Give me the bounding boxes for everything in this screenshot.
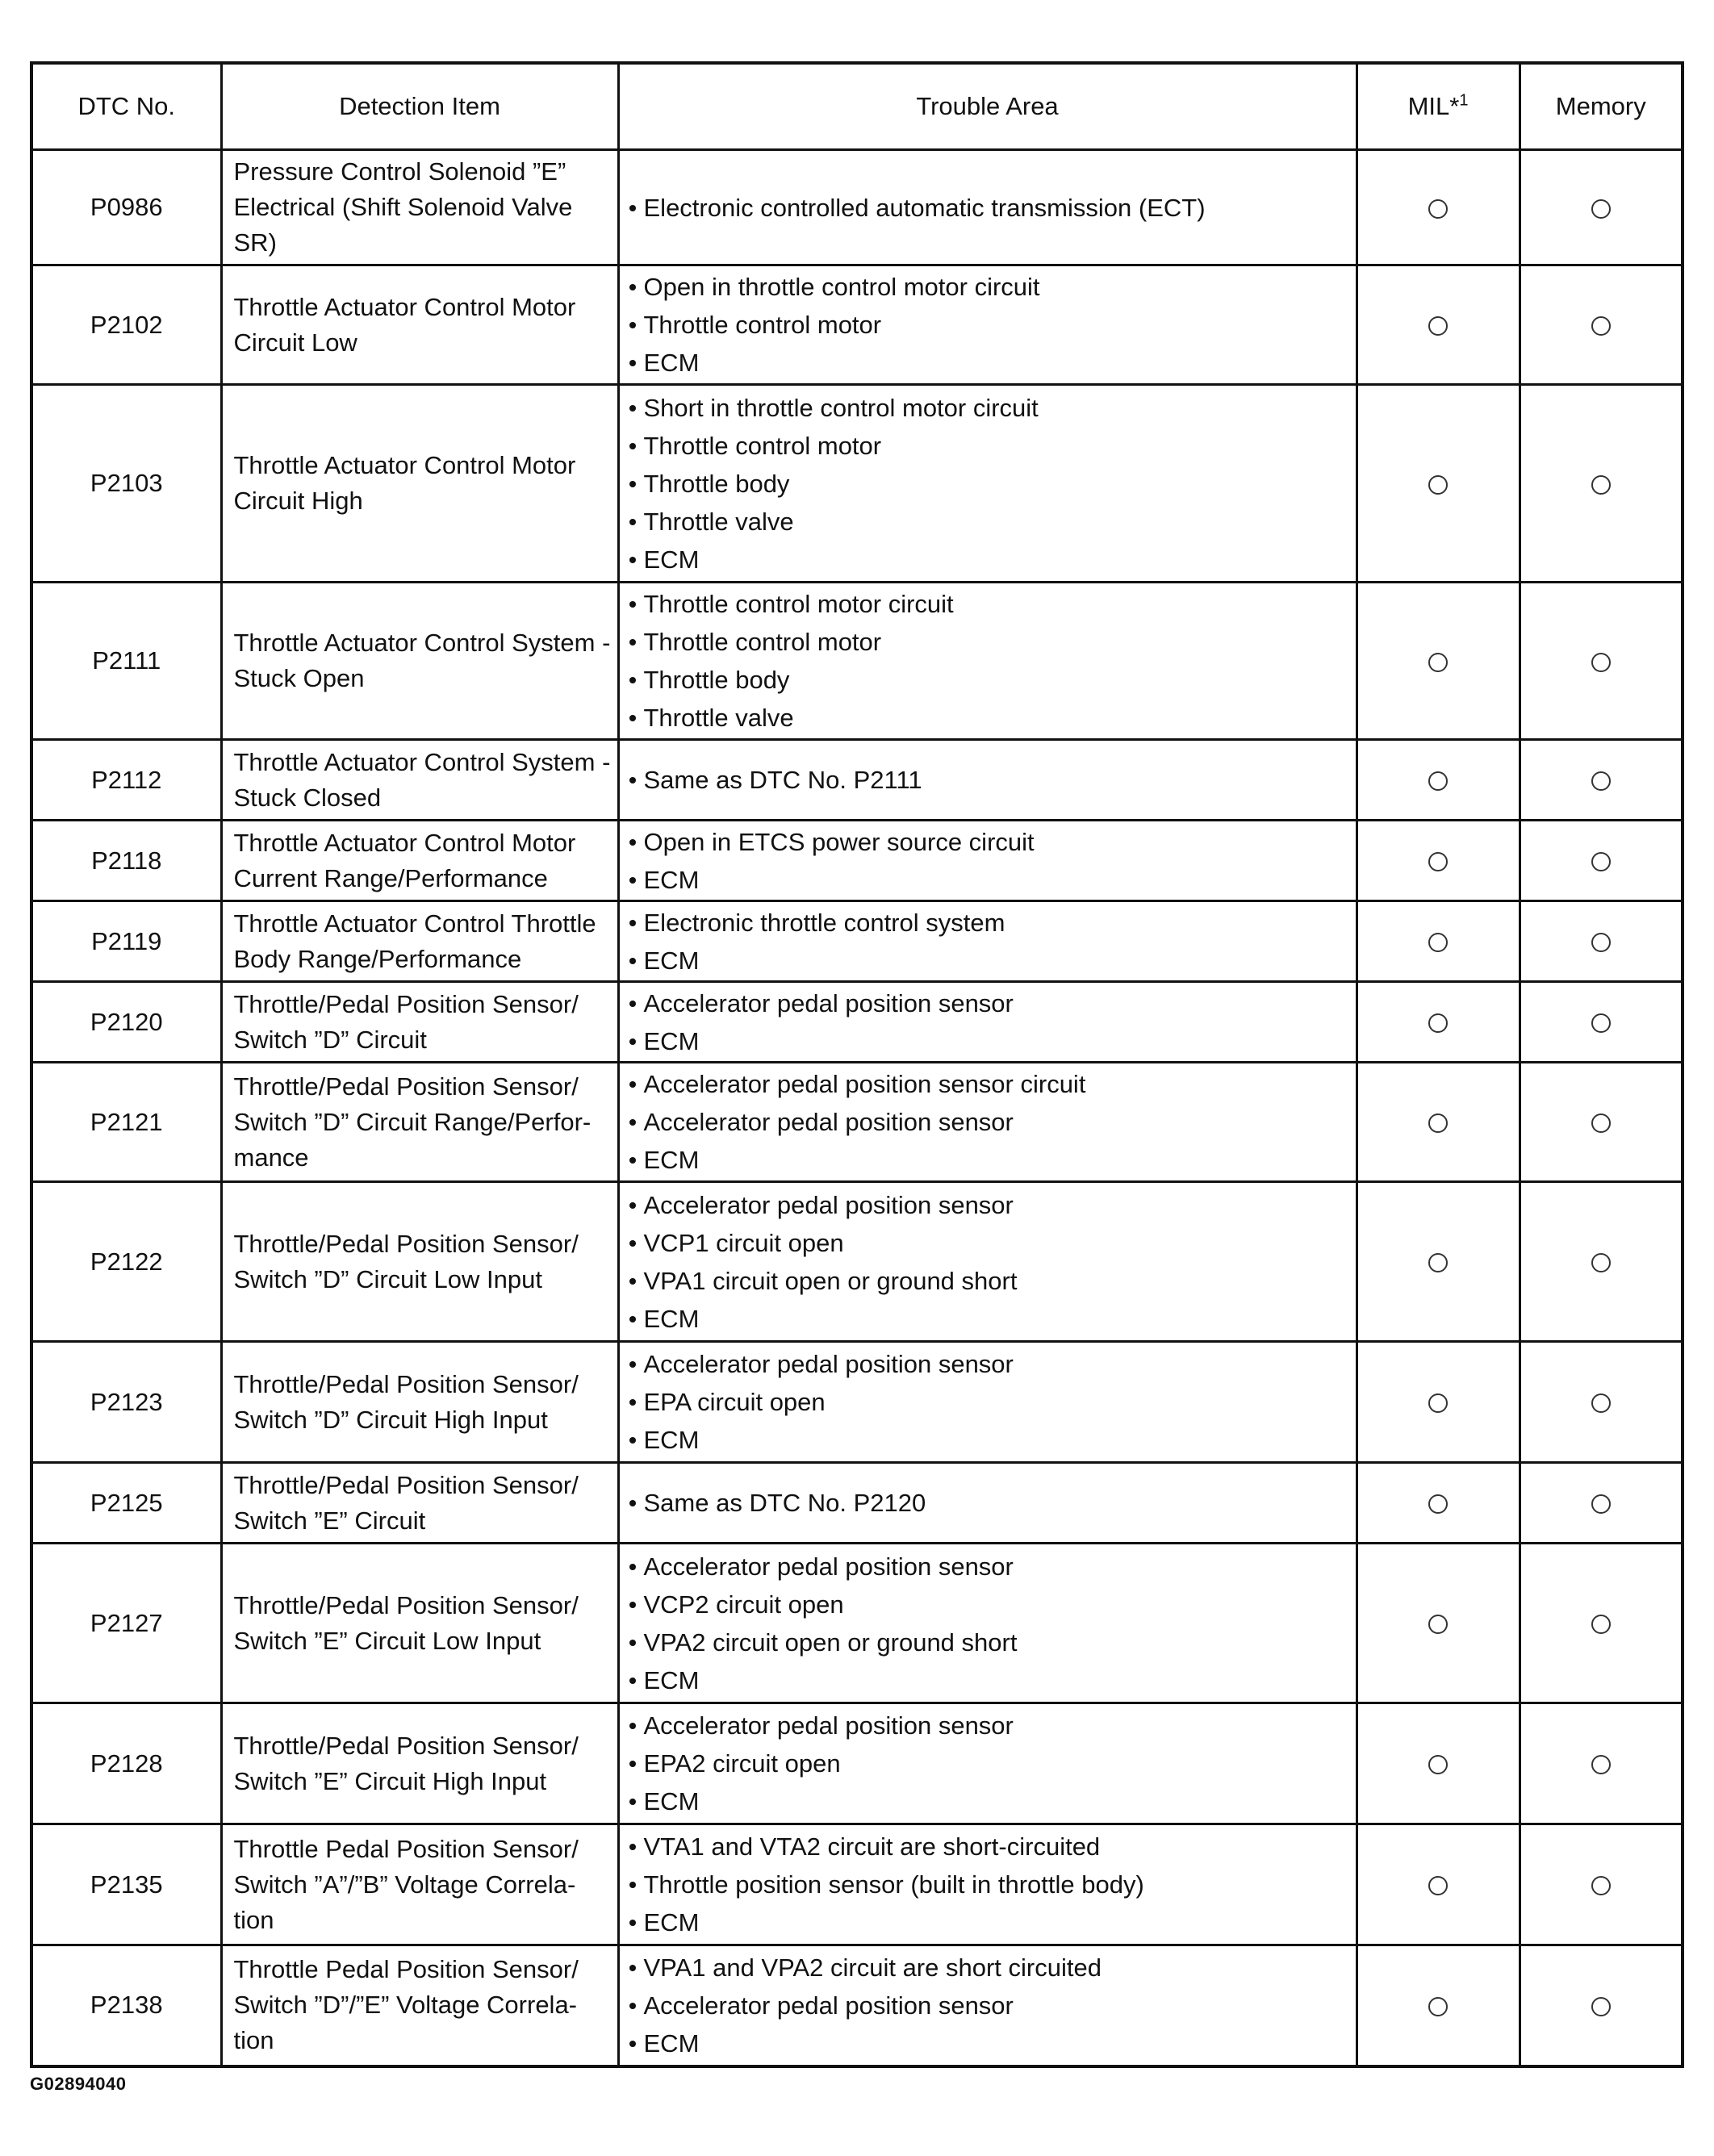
- memory-circle-icon: [1591, 1114, 1611, 1133]
- trouble-area-list: [628, 1949, 1349, 2062]
- trouble-area-item: Accelerator pedal position sensor: [628, 1987, 1349, 2024]
- trouble-area-item: VCP1 circuit open: [628, 1224, 1349, 1262]
- trouble-area-item: EPA circuit open: [628, 1383, 1349, 1421]
- trouble-area-cell: [618, 982, 1357, 1063]
- trouble-area-cell: [618, 1342, 1357, 1463]
- trouble-area-cell: [618, 1703, 1357, 1824]
- dtc-code-cell: P2102: [31, 265, 221, 385]
- memory-circle-icon: [1591, 1997, 1611, 2016]
- mil-circle-icon: [1428, 199, 1448, 219]
- mil-cell: [1357, 901, 1520, 982]
- trouble-area-list: [628, 268, 1349, 382]
- mil-cell: [1357, 1945, 1520, 2066]
- header-mil-superscript: 1: [1459, 91, 1469, 110]
- trouble-area-item: VPA1 circuit open or ground short: [628, 1262, 1349, 1300]
- memory-cell: [1520, 583, 1683, 740]
- trouble-area-cell: [618, 1945, 1357, 2066]
- trouble-area-list: [628, 904, 1349, 980]
- mil-cell: [1357, 385, 1520, 583]
- trouble-area-list: [628, 389, 1349, 579]
- table-row: [31, 982, 1683, 1063]
- trouble-area-item: VCP2 circuit open: [628, 1586, 1349, 1623]
- detection-item-cell: Throttle/Pedal Position Sensor/ Switch ”E” Circuit: [221, 1463, 618, 1544]
- mil-circle-icon: [1428, 1755, 1448, 1774]
- trouble-area-item: Open in throttle control motor circuit: [628, 268, 1349, 306]
- mil-circle-icon: [1428, 653, 1448, 672]
- dtc-code-cell: P2125: [31, 1463, 221, 1544]
- trouble-area-item: Accelerator pedal position sensor circuit: [628, 1065, 1349, 1103]
- trouble-area-list: [628, 1345, 1349, 1459]
- trouble-area-item: Electronic controlled automatic transmission (ECT): [628, 189, 1349, 227]
- dtc-code-cell: P2103: [31, 385, 221, 583]
- trouble-area-item: Same as DTC No. P2111: [628, 761, 1349, 799]
- trouble-area-item: ECM: [628, 541, 1349, 579]
- mil-circle-icon: [1428, 1997, 1448, 2016]
- memory-circle-icon: [1591, 316, 1611, 336]
- trouble-area-cell: [618, 1824, 1357, 1945]
- memory-cell: [1520, 1463, 1683, 1544]
- trouble-area-item: ECM: [628, 1903, 1349, 1941]
- trouble-area-cell: [618, 265, 1357, 385]
- trouble-area-item: Throttle position sensor (built in throttle body): [628, 1866, 1349, 1903]
- mil-cell: [1357, 265, 1520, 385]
- detection-item-cell: Throttle/Pedal Position Sensor/ Switch ”D” Circuit: [221, 982, 618, 1063]
- memory-circle-icon: [1591, 653, 1611, 672]
- trouble-area-list: [628, 984, 1349, 1060]
- trouble-area-item: VTA1 and VTA2 circuit are short-circuited: [628, 1828, 1349, 1866]
- dtc-code-cell: P2123: [31, 1342, 221, 1463]
- memory-cell: [1520, 1182, 1683, 1342]
- memory-cell: [1520, 1703, 1683, 1824]
- trouble-area-cell: [618, 821, 1357, 901]
- table-row: [31, 1945, 1683, 2066]
- memory-cell: [1520, 265, 1683, 385]
- memory-circle-icon: [1591, 199, 1611, 219]
- trouble-area-list: [628, 585, 1349, 737]
- trouble-area-item: VPA2 circuit open or ground short: [628, 1623, 1349, 1661]
- memory-circle-icon: [1591, 1253, 1611, 1272]
- mil-cell: [1357, 1703, 1520, 1824]
- trouble-area-item: Same as DTC No. P2120: [628, 1484, 1349, 1522]
- trouble-area-item: ECM: [628, 1421, 1349, 1459]
- mil-cell: [1357, 150, 1520, 265]
- mil-circle-icon: [1428, 1253, 1448, 1272]
- trouble-area-item: Electronic throttle control system: [628, 904, 1349, 942]
- dtc-table: [30, 61, 1684, 2068]
- mil-circle-icon: [1428, 1393, 1448, 1413]
- mil-circle-icon: [1428, 771, 1448, 791]
- table-row: [31, 821, 1683, 901]
- mil-cell: [1357, 583, 1520, 740]
- trouble-area-item: Accelerator pedal position sensor: [628, 984, 1349, 1022]
- table-row: [31, 901, 1683, 982]
- figure-id: G02894040: [30, 2074, 127, 2094]
- table-row: [31, 740, 1683, 821]
- trouble-area-item: ECM: [628, 1782, 1349, 1820]
- trouble-area-list: [628, 1548, 1349, 1699]
- memory-circle-icon: [1591, 852, 1611, 871]
- table-row: [31, 385, 1683, 583]
- trouble-area-item: ECM: [628, 1141, 1349, 1179]
- trouble-area-item: Accelerator pedal position sensor: [628, 1103, 1349, 1141]
- memory-circle-icon: [1591, 1876, 1611, 1895]
- trouble-area-item: Accelerator pedal position sensor: [628, 1186, 1349, 1224]
- dtc-code-cell: P2112: [31, 740, 221, 821]
- mil-circle-icon: [1428, 316, 1448, 336]
- mil-cell: [1357, 1182, 1520, 1342]
- memory-circle-icon: [1591, 1494, 1611, 1514]
- table-row: [31, 150, 1683, 265]
- table-row: [31, 1544, 1683, 1703]
- mil-circle-icon: [1428, 1494, 1448, 1514]
- trouble-area-item: Accelerator pedal position sensor: [628, 1548, 1349, 1586]
- mil-circle-icon: [1428, 1876, 1448, 1895]
- memory-circle-icon: [1591, 475, 1611, 495]
- trouble-area-item: ECM: [628, 1022, 1349, 1060]
- memory-circle-icon: [1591, 1755, 1611, 1774]
- trouble-area-cell: [618, 901, 1357, 982]
- trouble-area-item: Throttle body: [628, 661, 1349, 699]
- header-detection-item: Detection Item: [221, 63, 618, 150]
- mil-circle-icon: [1428, 1114, 1448, 1133]
- table-row: [31, 1063, 1683, 1182]
- mil-cell: [1357, 1342, 1520, 1463]
- trouble-area-cell: [618, 385, 1357, 583]
- mil-cell: [1357, 1463, 1520, 1544]
- memory-cell: [1520, 901, 1683, 982]
- trouble-area-item: ECM: [628, 1300, 1349, 1338]
- header-mil-label: MIL*: [1407, 92, 1460, 120]
- trouble-area-item: Throttle control motor: [628, 306, 1349, 344]
- trouble-area-item: Accelerator pedal position sensor: [628, 1345, 1349, 1383]
- table-row: [31, 1703, 1683, 1824]
- dtc-code-cell: P2138: [31, 1945, 221, 2066]
- memory-circle-icon: [1591, 1013, 1611, 1033]
- trouble-area-cell: [618, 1463, 1357, 1544]
- memory-cell: [1520, 1063, 1683, 1182]
- memory-circle-icon: [1591, 933, 1611, 952]
- memory-cell: [1520, 821, 1683, 901]
- detection-item-cell: Throttle/Pedal Position Sensor/ Switch ”D” Circuit High Input: [221, 1342, 618, 1463]
- header-trouble-area: Trouble Area: [618, 63, 1357, 150]
- detection-item-cell: Throttle Actuator Control System - Stuck Closed: [221, 740, 618, 821]
- detection-item-cell: Throttle/Pedal Position Sensor/ Switch ”E” Circuit High Input: [221, 1703, 618, 1824]
- trouble-area-item: Throttle body: [628, 465, 1349, 503]
- detection-item-cell: Throttle/Pedal Position Sensor/ Switch ”D” Circuit Low Input: [221, 1182, 618, 1342]
- detection-item-cell: Throttle Actuator Control Motor Circuit High: [221, 385, 618, 583]
- table-row: [31, 1342, 1683, 1463]
- dtc-code-cell: P2111: [31, 583, 221, 740]
- mil-cell: [1357, 1544, 1520, 1703]
- header-memory: Memory: [1520, 63, 1683, 150]
- table-row: [31, 583, 1683, 740]
- table-row: [31, 265, 1683, 385]
- table-row: [31, 1463, 1683, 1544]
- memory-cell: [1520, 1945, 1683, 2066]
- memory-cell: [1520, 385, 1683, 583]
- trouble-area-item: Throttle valve: [628, 503, 1349, 541]
- dtc-code-cell: P2135: [31, 1824, 221, 1945]
- table-row: [31, 1182, 1683, 1342]
- memory-circle-icon: [1591, 1393, 1611, 1413]
- mil-cell: [1357, 821, 1520, 901]
- trouble-area-list: [628, 1065, 1349, 1179]
- memory-circle-icon: [1591, 1615, 1611, 1634]
- dtc-code-cell: P2127: [31, 1544, 221, 1703]
- table-row: [31, 1824, 1683, 1945]
- detection-item-cell: Throttle/Pedal Position Sensor/ Switch ”D” Circuit Range/Perfor- mance: [221, 1063, 618, 1182]
- detection-item-cell: Throttle Actuator Control Throttle Body Range/Performance: [221, 901, 618, 982]
- memory-cell: [1520, 1342, 1683, 1463]
- trouble-area-cell: [618, 150, 1357, 265]
- trouble-area-list: [628, 1186, 1349, 1338]
- dtc-code-cell: P2128: [31, 1703, 221, 1824]
- trouble-area-cell: [618, 1182, 1357, 1342]
- trouble-area-item: EPA2 circuit open: [628, 1744, 1349, 1782]
- detection-item-cell: Throttle/Pedal Position Sensor/ Switch ”E” Circuit Low Input: [221, 1544, 618, 1703]
- dtc-code-cell: P2118: [31, 821, 221, 901]
- trouble-area-list: [628, 1484, 1349, 1522]
- trouble-area-item: Throttle control motor circuit: [628, 585, 1349, 623]
- trouble-area-item: VPA1 and VPA2 circuit are short circuited: [628, 1949, 1349, 1987]
- trouble-area-item: ECM: [628, 2024, 1349, 2062]
- memory-cell: [1520, 982, 1683, 1063]
- mil-circle-icon: [1428, 852, 1448, 871]
- trouble-area-item: Throttle valve: [628, 699, 1349, 737]
- detection-item-cell: Throttle Actuator Control Motor Circuit Low: [221, 265, 618, 385]
- trouble-area-list: [628, 823, 1349, 899]
- trouble-area-cell: [618, 1063, 1357, 1182]
- dtc-code-cell: P2121: [31, 1063, 221, 1182]
- trouble-area-cell: [618, 1544, 1357, 1703]
- trouble-area-item: Accelerator pedal position sensor: [628, 1707, 1349, 1744]
- trouble-area-item: Throttle control motor: [628, 623, 1349, 661]
- mil-circle-icon: [1428, 1615, 1448, 1634]
- mil-circle-icon: [1428, 475, 1448, 495]
- mil-circle-icon: [1428, 933, 1448, 952]
- memory-cell: [1520, 740, 1683, 821]
- mil-cell: [1357, 982, 1520, 1063]
- trouble-area-list: [628, 1828, 1349, 1941]
- trouble-area-item: Open in ETCS power source circuit: [628, 823, 1349, 861]
- mil-circle-icon: [1428, 1013, 1448, 1033]
- dtc-code-cell: P0986: [31, 150, 221, 265]
- header-mil: [1357, 63, 1520, 150]
- trouble-area-cell: [618, 740, 1357, 821]
- trouble-area-list: [628, 761, 1349, 799]
- detection-item-cell: Throttle Pedal Position Sensor/ Switch ”A”/”B” Voltage Correla- tion: [221, 1824, 618, 1945]
- mil-cell: [1357, 1824, 1520, 1945]
- trouble-area-item: ECM: [628, 942, 1349, 980]
- table-body: [31, 150, 1683, 2066]
- memory-cell: [1520, 1544, 1683, 1703]
- detection-item-cell: Throttle Actuator Control Motor Current Range/Performance: [221, 821, 618, 901]
- dtc-code-cell: P2122: [31, 1182, 221, 1342]
- trouble-area-item: ECM: [628, 344, 1349, 382]
- memory-cell: [1520, 150, 1683, 265]
- trouble-area-item: ECM: [628, 861, 1349, 899]
- trouble-area-list: [628, 1707, 1349, 1820]
- memory-cell: [1520, 1824, 1683, 1945]
- header-row: [31, 63, 1683, 150]
- trouble-area-item: Throttle control motor: [628, 427, 1349, 465]
- dtc-code-cell: P2120: [31, 982, 221, 1063]
- detection-item-cell: Throttle Pedal Position Sensor/ Switch ”D”/”E” Voltage Correla- tion: [221, 1945, 618, 2066]
- detection-item-cell: Throttle Actuator Control System - Stuck Open: [221, 583, 618, 740]
- header-dtc-no: DTC No.: [31, 63, 221, 150]
- trouble-area-item: ECM: [628, 1661, 1349, 1699]
- trouble-area-item: Short in throttle control motor circuit: [628, 389, 1349, 427]
- dtc-code-cell: P2119: [31, 901, 221, 982]
- detection-item-cell: Pressure Control Solenoid ”E” Electrical (Shift Solenoid Valve SR): [221, 150, 618, 265]
- memory-circle-icon: [1591, 771, 1611, 791]
- trouble-area-cell: [618, 583, 1357, 740]
- trouble-area-list: [628, 189, 1349, 227]
- mil-cell: [1357, 1063, 1520, 1182]
- mil-cell: [1357, 740, 1520, 821]
